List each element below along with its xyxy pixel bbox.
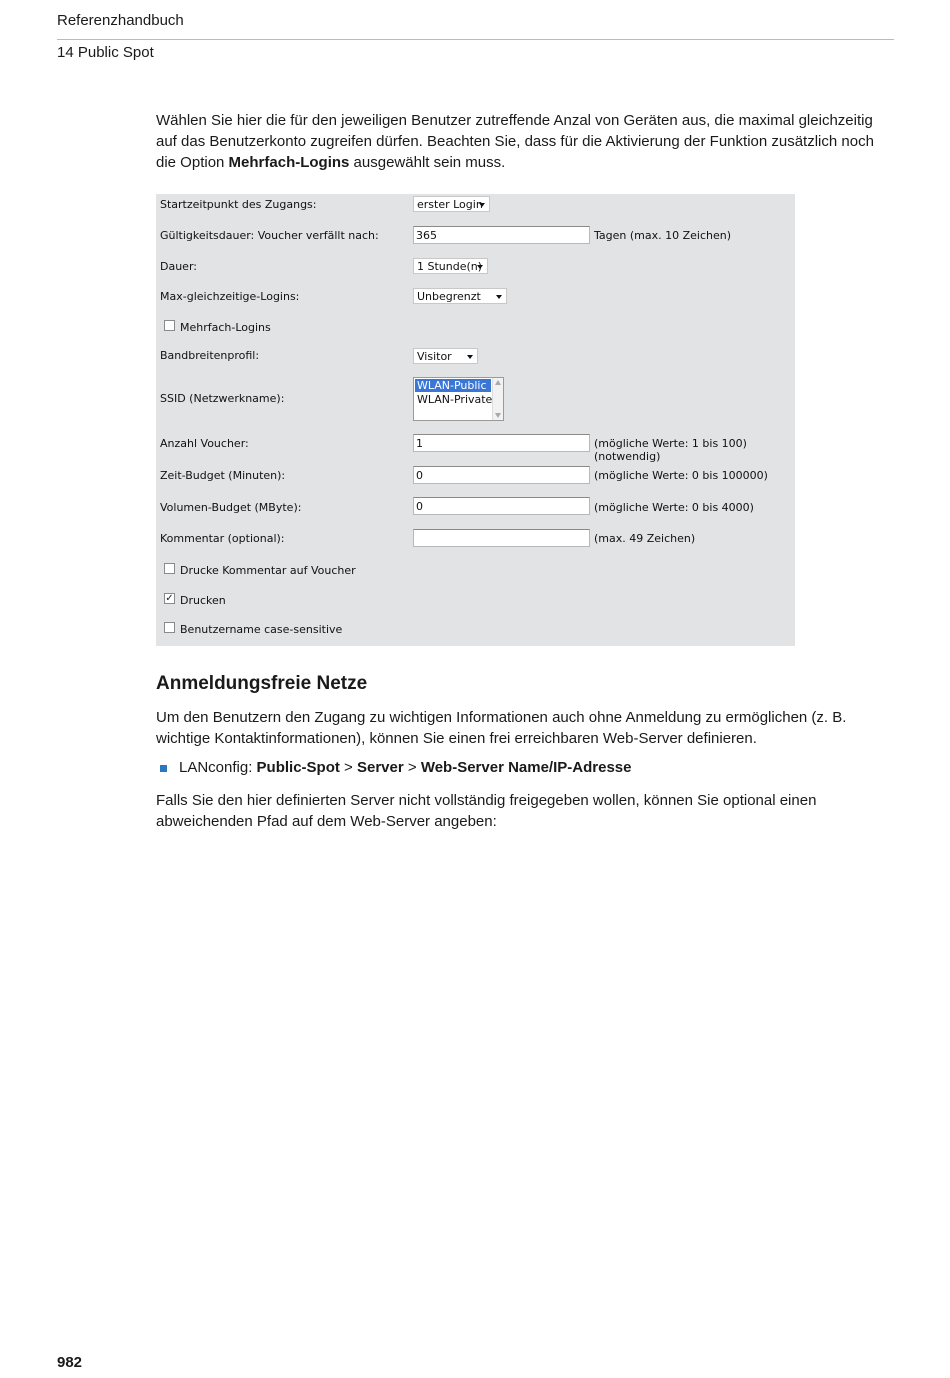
bullet-square-icon [160, 765, 167, 772]
voucher-form-screenshot [156, 194, 795, 646]
time-budget-input[interactable]: 0 [413, 466, 590, 484]
ssid-option-public[interactable]: WLAN-Public [415, 379, 491, 392]
time-budget-note: (mögliche Werte: 0 bis 100000) [594, 469, 768, 482]
bandwidth-label: Bandbreitenprofil: [160, 349, 260, 362]
section-heading: Anmeldungsfreie Netze [156, 673, 368, 694]
running-header-title: Referenzhandbuch [57, 12, 184, 29]
multi-login-label: Mehrfach-Logins [180, 321, 271, 334]
header-divider [57, 39, 894, 40]
validity-input[interactable]: 365 [413, 226, 590, 244]
ssid-label: SSID (Netzwerkname): [160, 392, 285, 405]
start-select[interactable]: erster Login [413, 196, 490, 212]
ssid-listbox[interactable] [413, 377, 504, 421]
comment-input[interactable] [413, 529, 590, 547]
validity-label: Gültigkeitsdauer: Voucher verfällt nach: [160, 229, 379, 242]
comment-label: Kommentar (optional): [160, 532, 285, 545]
multi-login-checkbox[interactable] [164, 320, 175, 331]
intro-paragraph: Wählen Sie hier die für den jeweiligen Benutzer zutreffende Anzal von Geräten aus, die maximal gleichzeitig auf das Benutzerkonto zugreifen dürfen. Beachten Sie, dass für die Aktivierung der Funktion zusätzlich noch die Option Mehrfach-Logins ausgewählt sein muss. [156, 112, 874, 171]
section-paragraph: Um den Benutzern den Zugang zu wichtigen Informationen auch ohne Anmeldung zu ermöglichen (z. B. wichtige Kontaktinformationen), können Sie einen frei erreichbaren Web-Server definieren. [156, 709, 847, 747]
max-logins-select[interactable]: Unbegrenzt [413, 288, 507, 304]
option-name: Mehrfach-Logins [228, 154, 350, 171]
duration-select[interactable]: 1 Stunde(n) [413, 258, 488, 274]
chevron-down-icon [496, 295, 502, 299]
running-header-chapter: 14 Public Spot [57, 44, 154, 61]
validity-note: Tagen (max. 10 Zeichen) [594, 229, 732, 242]
start-label: Startzeitpunkt des Zugangs: [160, 198, 317, 211]
scroll-up-icon[interactable] [495, 380, 501, 385]
case-sensitive-checkbox[interactable] [164, 622, 175, 633]
comment-note: (max. 49 Zeichen) [594, 532, 696, 545]
print-comment-checkbox[interactable] [164, 563, 175, 574]
chevron-down-icon [477, 265, 483, 269]
bandwidth-select[interactable]: Visitor [413, 348, 478, 364]
chevron-down-icon [479, 203, 485, 207]
print-comment-label: Drucke Kommentar auf Voucher [180, 564, 356, 577]
time-budget-label: Zeit-Budget (Minuten): [160, 469, 286, 482]
voucher-count-label: Anzahl Voucher: [160, 437, 249, 450]
scroll-down-icon[interactable] [495, 413, 501, 418]
volume-budget-label: Volumen-Budget (MByte): [160, 501, 302, 514]
duration-label: Dauer: [160, 260, 197, 273]
listbox-scrollbar[interactable] [492, 378, 503, 420]
voucher-count-note: (mögliche Werte: 1 bis 100) (notwendig) [594, 437, 747, 463]
checkmark-icon: ✓ [165, 593, 174, 604]
volume-budget-input[interactable]: 0 [413, 497, 590, 515]
page-number: 982 [57, 1354, 83, 1371]
chevron-down-icon [467, 355, 473, 359]
ssid-option-private[interactable]: WLAN-Private [417, 393, 493, 406]
path-paragraph: Falls Sie den hier definierten Server nicht vollständig freigegeben wollen, können Sie optional einen abweichenden Pfad auf dem Web-Server angeben: [156, 792, 817, 830]
voucher-count-input[interactable]: 1 [413, 434, 590, 452]
case-sensitive-label: Benutzername case-sensitive [180, 623, 343, 636]
menu-path: LANconfig: Public-Spot > Server > Web-Server Name/IP-Adresse [179, 759, 632, 776]
volume-budget-note: (mögliche Werte: 0 bis 4000) [594, 501, 754, 514]
max-logins-label: Max-gleichzeitige-Logins: [160, 290, 300, 303]
print-label: Drucken [180, 594, 226, 607]
print-checkbox[interactable] [164, 593, 175, 604]
